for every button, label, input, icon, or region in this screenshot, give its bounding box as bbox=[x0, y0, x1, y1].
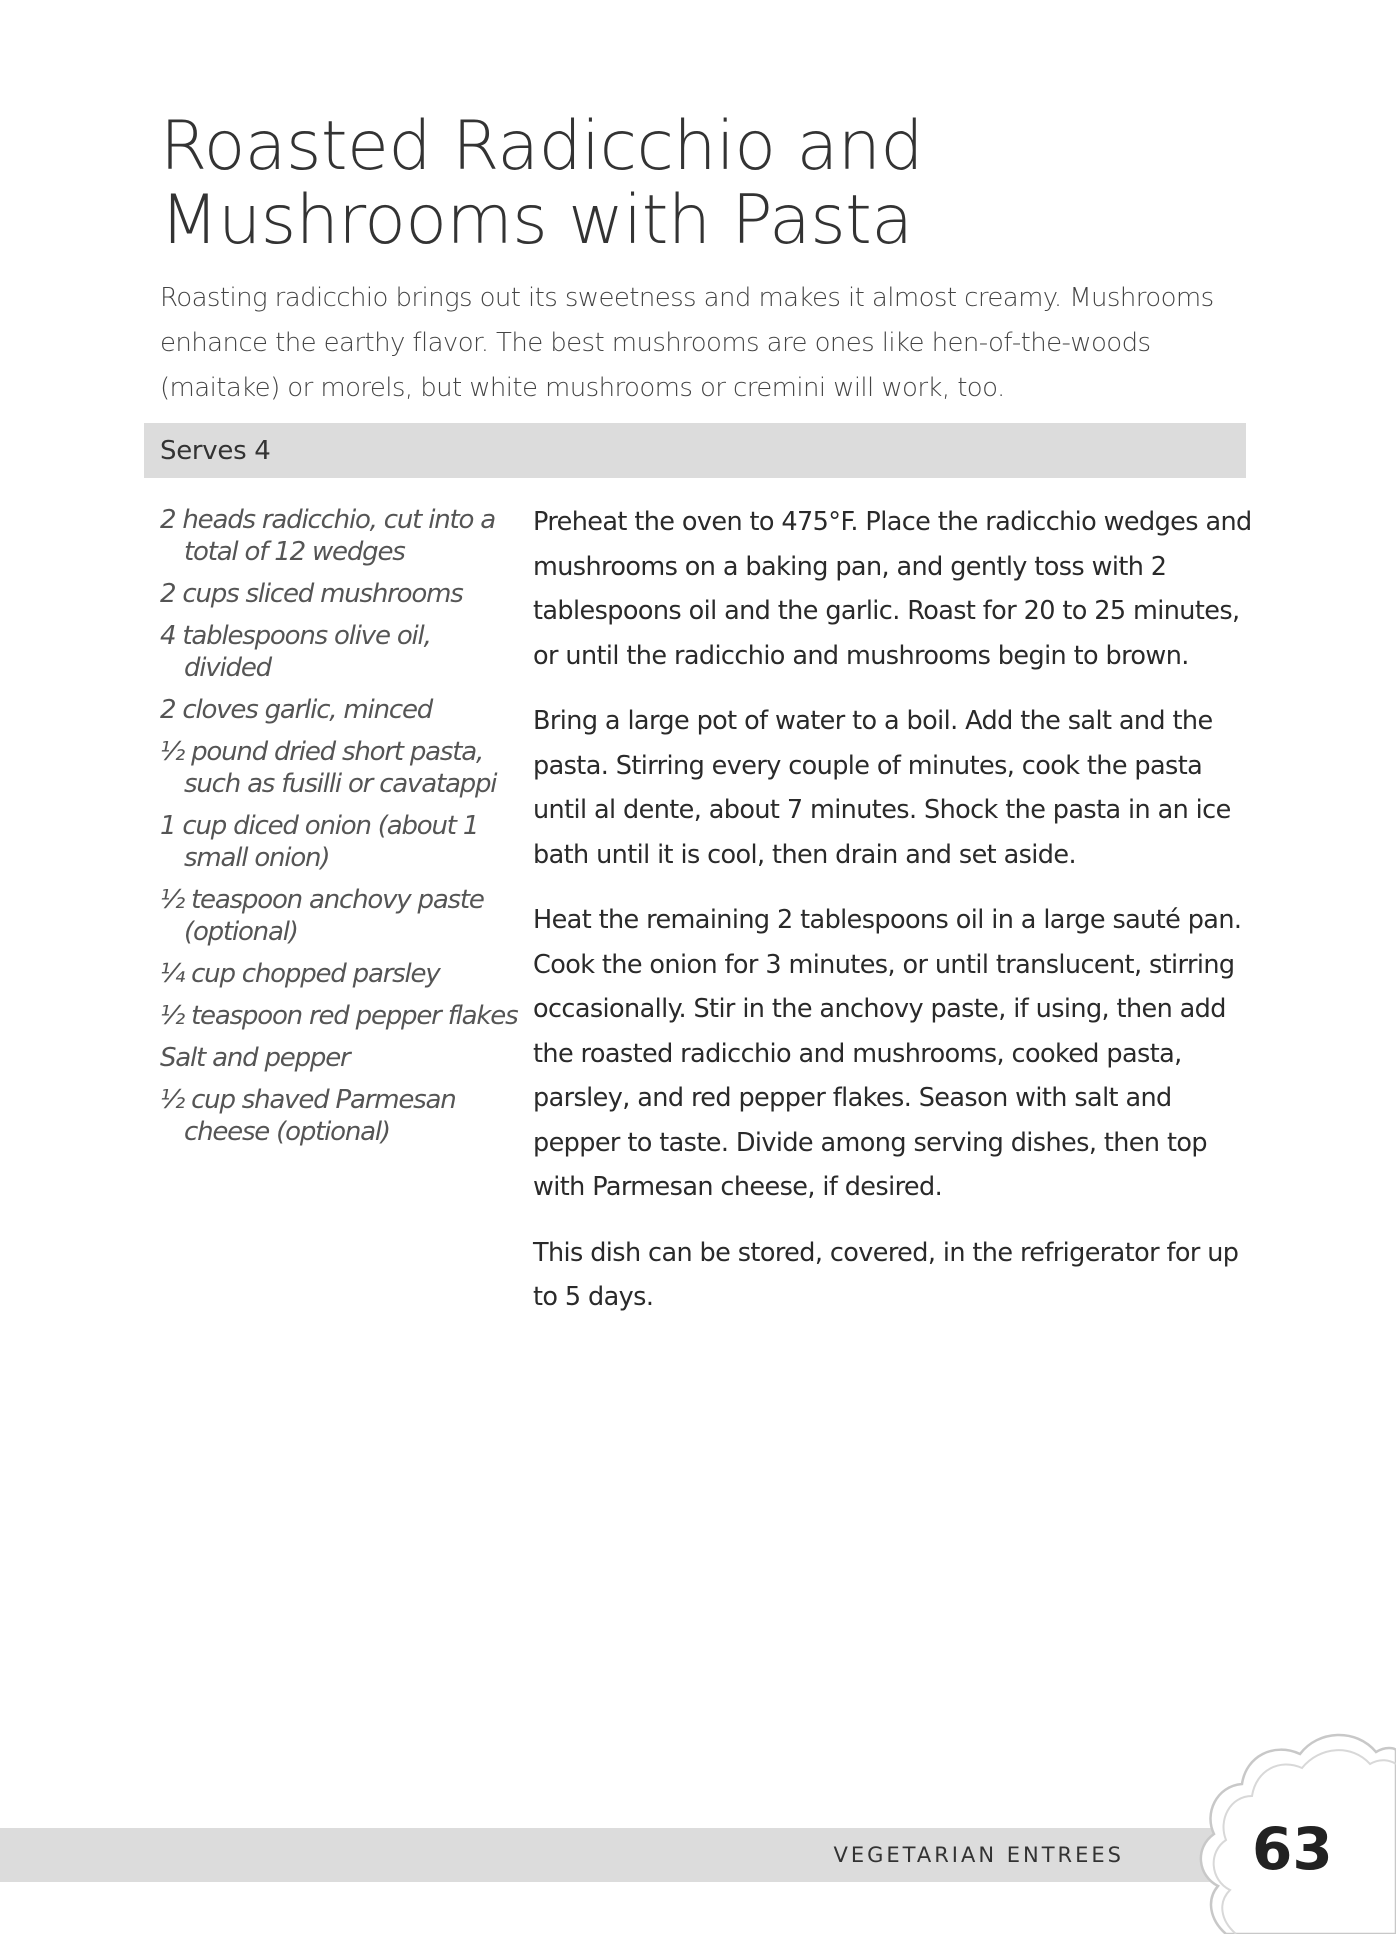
ingredient-item: ½ cup shaved Parmesan cheese (optional) bbox=[160, 1085, 456, 1147]
page-number: 63 bbox=[1252, 1815, 1333, 1883]
ingredient-item: Salt and pepper bbox=[160, 1043, 350, 1073]
recipe-title: Roasted Radicchio and Mushrooms with Pasta bbox=[160, 107, 924, 260]
ingredient-item: ½ pound dried short pasta, such as fusilli or cavatappi bbox=[160, 737, 497, 799]
ingredient-item: 1 cup diced onion (about 1 small onion) bbox=[160, 811, 479, 873]
directions bbox=[533, 500, 1253, 1341]
direction-step: Bring a large pot of water to a boil. Add the salt and the pasta. Stirring every couple of minutes, cook the pasta until al dente, about 7 minutes. Shock the pasta in an ice bath until it is cool, then drain and set aside. bbox=[533, 706, 1231, 870]
recipe-intro: Roasting radicchio brings out its sweetness and makes it almost creamy. Mushrooms enhance the earthy flavor. The best mushrooms are ones like hen-of-the-woods (maitake) or morels, but white mushrooms or cremini will work, too. bbox=[160, 283, 1214, 403]
ingredient-item: ½ teaspoon red pepper flakes bbox=[160, 1001, 518, 1031]
section-label: VEGETARIAN ENTREES bbox=[833, 1843, 1124, 1867]
ingredient-item: ½ teaspoon anchovy paste (optional) bbox=[160, 885, 484, 947]
direction-step: Heat the remaining 2 tablespoons oil in a large sauté pan. Cook the onion for 3 minutes, or until translucent, stirring occasionally. Stir in the anchovy paste, if using, then add the roasted radicchio and mushrooms, cooked pasta, parsley, and red pepper flakes. Season with salt and pepper to taste. Divide among serving dishes, then top with Parmesan cheese, if desired. bbox=[533, 905, 1242, 1202]
ingredient-item: 2 cups sliced mushrooms bbox=[160, 579, 463, 609]
serves-bar bbox=[144, 423, 1246, 478]
ingredient-item: 2 heads radicchio, cut into a total of 12 wedges bbox=[160, 505, 496, 567]
ingredient-item: ¼ cup chopped parsley bbox=[160, 959, 440, 989]
serves-label: Serves 4 bbox=[160, 436, 271, 466]
direction-step: Preheat the oven to 475°F. Place the radicchio wedges and mushrooms on a baking pan, and gently toss with 2 tablespoons oil and the garlic. Roast for 20 to 25 minutes, or until the radicchio and mushrooms begin to brown. bbox=[533, 507, 1252, 671]
ingredient-item: 2 cloves garlic, minced bbox=[160, 695, 433, 725]
ingredient-list bbox=[160, 504, 520, 1158]
ingredient-item: 4 tablespoons olive oil, divided bbox=[160, 621, 431, 683]
storage-note: This dish can be stored, covered, in the refrigerator for up to 5 days. bbox=[533, 1237, 1239, 1312]
